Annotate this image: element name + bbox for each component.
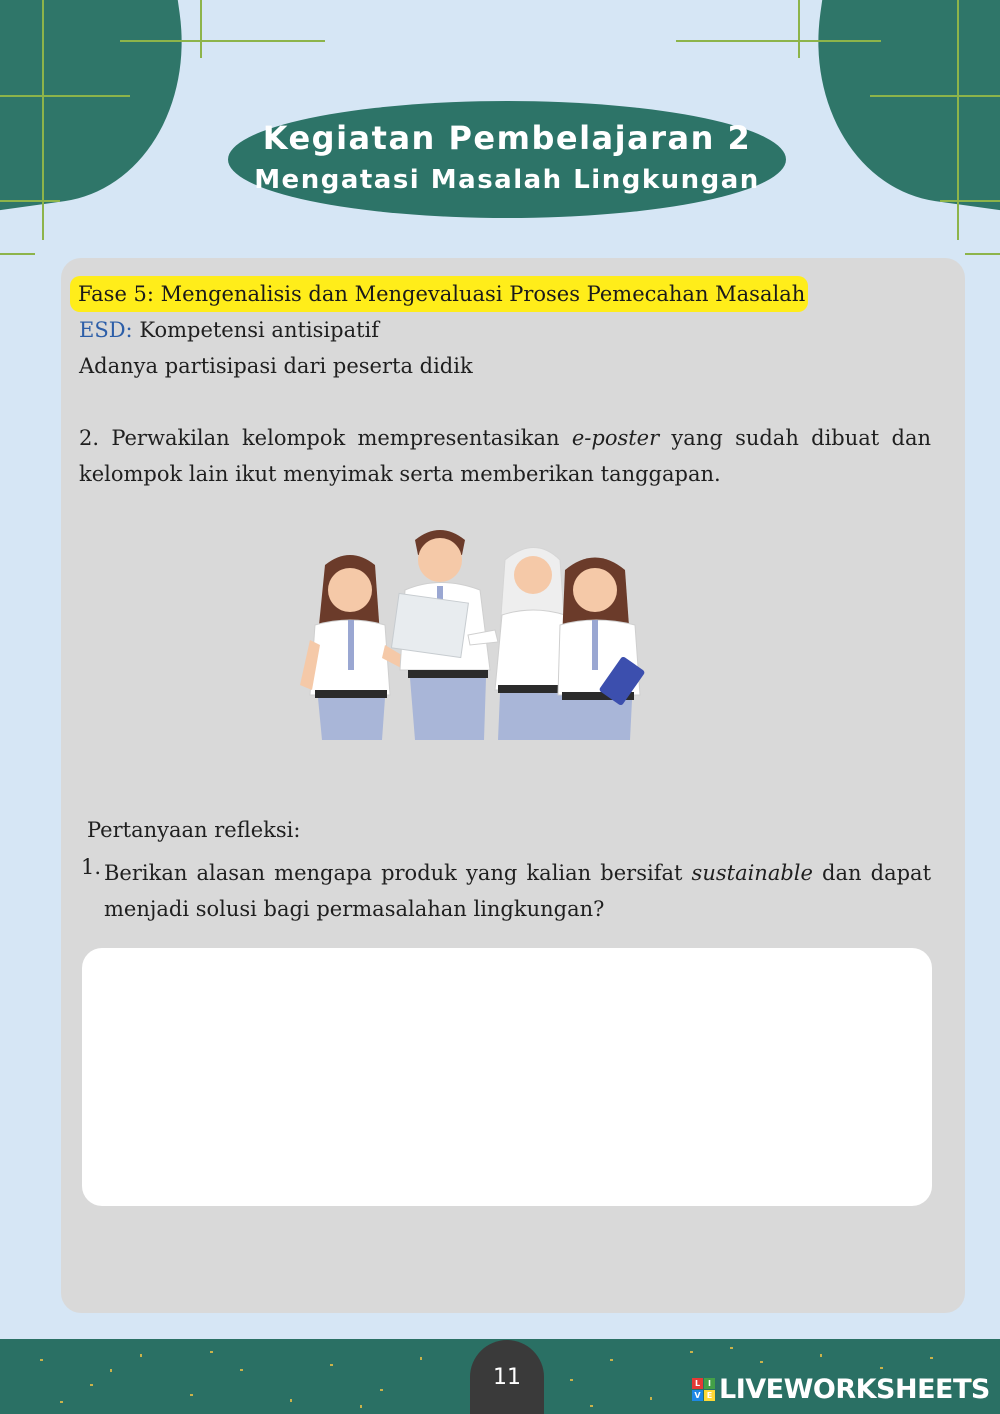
esd-line [79,318,379,342]
liveworksheets-logo-text: LIVEWORKSHEETS [719,1373,990,1405]
esd-value: Kompetensi antisipatif [132,318,380,342]
liveworksheets-logo[interactable] [692,1372,990,1406]
decor-grid-line [676,40,881,42]
decor-grid-line [940,200,1000,202]
page-number: 11 [493,1364,521,1390]
logo-square: E [704,1390,715,1401]
question-number: 1. [81,855,102,879]
decor-grid-line [0,253,35,255]
step-prefix: 2. Perwakilan kelompok mempresentasikan [79,426,572,450]
esd-label: ESD: [79,318,133,342]
lesson-title-banner [228,101,786,218]
reflection-title: Pertanyaan refleksi: [87,818,301,842]
decor-blob-right [797,0,1000,216]
participation-text: Adanya partisipasi dari peserta didik [79,354,473,378]
step-italic: e-poster [571,426,660,450]
decor-grid-line [200,0,202,58]
decor-grid-line [798,0,800,58]
decor-grid-line [0,95,130,97]
decor-blob-left [0,0,203,216]
activity-step-text [79,420,931,492]
lesson-subtitle: Mengatasi Masalah Lingkungan [254,164,760,195]
page-number-badge [470,1340,544,1414]
lesson-title: Kegiatan Pembelajaran 2 [262,118,752,157]
decor-grid-line [870,95,1000,97]
step-suffix: yang sudah dibuat dan kelompok lain ikut menyimak serta memberikan tanggapan. [79,426,931,486]
decor-grid-line [957,0,959,240]
question-prefix: Berikan alasan mengapa produk yang kalian bersifat [104,861,692,885]
logo-square: L [692,1378,703,1389]
phase-heading: Fase 5: Mengenalisis dan Mengevaluasi Proses Pemecahan Masalah [70,276,808,312]
logo-square: I [704,1378,715,1389]
reflection-question [104,855,931,927]
decor-grid-line [0,200,60,202]
decor-grid-line [120,40,325,42]
student-figure [558,558,646,741]
decor-grid-line [42,0,44,240]
answer-textbox[interactable] [82,948,932,1206]
question-suffix: dan dapat menjadi solusi bagi permasalahan lingkungan? [104,861,932,921]
liveworksheets-logo-icon [692,1378,715,1401]
logo-square: V [692,1390,703,1401]
question-italic: sustainable [691,861,813,885]
decor-grid-line [965,253,1000,255]
students-group-illustration [290,520,670,742]
